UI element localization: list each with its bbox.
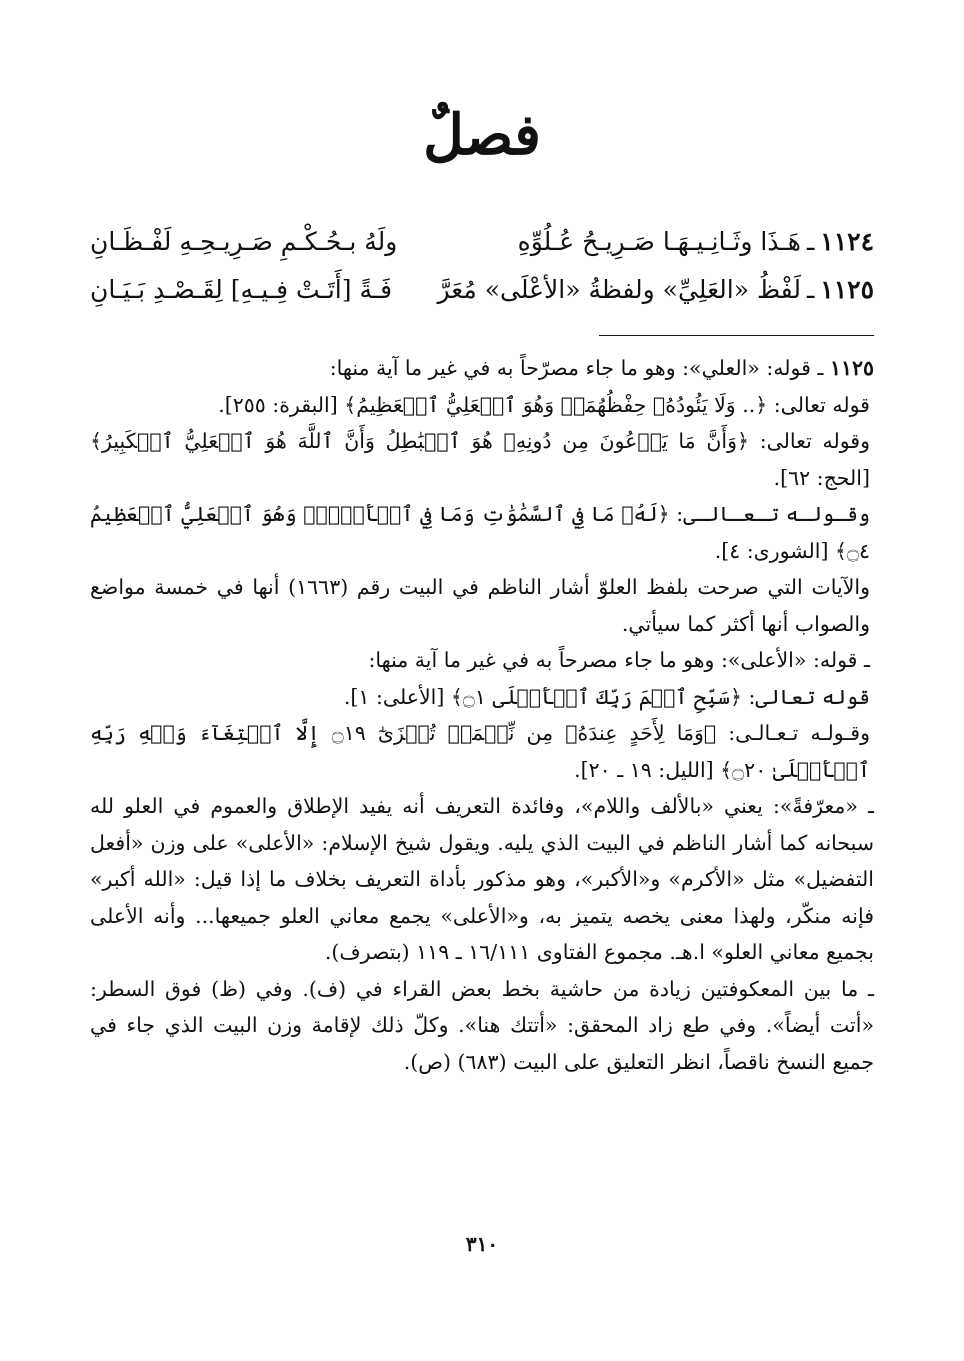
page-number: ٣١٠ (465, 1232, 499, 1256)
first-hemistich-group (518, 218, 874, 266)
quran-citation: وقـولـه تـعـالـى: ﴿لَهُۥ مَا فِي ٱلسَّمَٰوَٰتِ وَمَا فِي ٱلۡأَرۡضِۖ وَهُوَ ٱلۡعَلِيُّ ٱلۡعَظِيمُ ۝٤﴾ [الشورى: ٤]. (90, 502, 870, 563)
quran-citation: وقـولـه تـعـالـى: ﴿وَمَا لِأَحَدٍ عِندَهُۥ مِن نِّعۡمَةٖ تُجۡزَىٰٓ ۝١٩ إِلَّا ٱبۡتِغَآءَ وَجۡهِ رَبِّهِ ٱلۡأَعۡلَىٰ ۝٢٠﴾ [الليل: ١٩ ـ ٢٠]. (90, 721, 871, 782)
footnote-paragraph: ـ «معرّفةً»: يعني «بالألف واللام»، وفائدة التعريف أنه يفيد الإطلاق والعموم في العلو لله سبحانه كما أشار الناظم في البيت الذي يليه. ويقول شيخ الإسلام: «الأعلى» على وزن «أفعل التفضيل» مثل «الأكرم» و«الأكبر»، وهو مذكور بأداة التعريف بخلاف ما إذا قيل: «الله أكبر» فإنه منكّر، ولهذا معنى يخصه يتميز به، و«الأعلى» يجمع معاني العلو جميعها... وأنه الأعلى بجميع معاني العلو» ا.هـ. مجموع الفتاوى ١٦/١١١ ـ ١١٩ (بتصرف). (90, 794, 874, 964)
quran-citation: وقوله تعالى: ﴿وَأَنَّ مَا يَدۡعُونَ مِن دُونِهِۦ هُوَ ٱلۡبَٰطِلُ وَأَنَّ ٱللَّهَ هُوَ ٱلۡعَلِيُّ ٱلۡكَبِيرُ﴾ [الحج: ٦٢]. (90, 429, 870, 490)
verse-line (90, 218, 874, 266)
footnote-text: قوله: «العلي»: وهو ما جاء مصرّحاً به في غير ما آية منها: (329, 356, 811, 380)
verse-number: ١١٢٥ (820, 275, 874, 304)
footnote-separator (599, 335, 874, 336)
verse-number: ١١٢٤ (820, 227, 874, 256)
verse-line (90, 266, 874, 314)
dash: ـ (806, 275, 815, 304)
second-hemistich: فَـةً [أَتَـتْ فِـيـهِ] لِقَـصْـدِ بَـيَـانِ (90, 275, 393, 304)
footnote-paragraph: ـ ما بين المعكوفتين زيادة من حاشية بخط بعض القراء في (ف). وفي (ظ) فوق السطر: «أتت أيضاً». وفي طع زاد المحقق: «أتتك هنا». وكلّ ذلك لإقامة وزن البيت الذي جاء في جميع النسخ ناقصاً، انظر التعليق على البيت (٦٨٣) (ص). (90, 976, 874, 1074)
footnote-number: ١١٢٥ (829, 356, 874, 380)
footnote-paragraph: والآيات التي صرحت بلفظ العلوّ أشار الناظم في البيت رقم (١٦٦٣) أنها في خمسة مواضع والصواب أنها أكثر كما سيأتي. (90, 575, 870, 636)
footnote-paragraph: ـ قوله: «الأعلى»: وهو ما جاء مصرحاً به في غير ما آية منها: (368, 648, 870, 672)
quran-citation: قوله تعالى: ﴿سَبِّحِ ٱسۡمَ رَبِّكَ ٱلۡأَعۡلَى ۝١﴾ [الأعلى: ١]. (343, 684, 870, 709)
dash: ـ (810, 356, 824, 380)
footnote-paragraph (90, 350, 874, 387)
quran-citation: قوله تعالى: ﴿.. وَلَا يَئُودُهُۥ حِفْظُهُمَاۚ وَهُوَ ٱلۡعَلِيُّ ٱلۡعَظِيمُ﴾ [البقرة: ٢٥٥]. (218, 392, 870, 417)
footnotes (90, 350, 874, 1080)
first-hemistich: لَفْظُ «العَلِيِّ» ولفظةُ «الأعْلَى» مُعَرَّ (437, 275, 801, 304)
dash: ـ (806, 227, 815, 256)
first-hemistich: هَـذَا وثَـانِـيـهَـا صَـرِيـحُ عُـلُوِّهِ (517, 227, 801, 256)
first-hemistich-group (438, 266, 874, 314)
poem-verses (90, 218, 874, 314)
second-hemistich: ولَهُ بـحُـكْـمِ صَـرِيـحِـهِ لَفْـظَـانِ (90, 227, 398, 256)
section-heading: فصلٌ (423, 102, 541, 168)
